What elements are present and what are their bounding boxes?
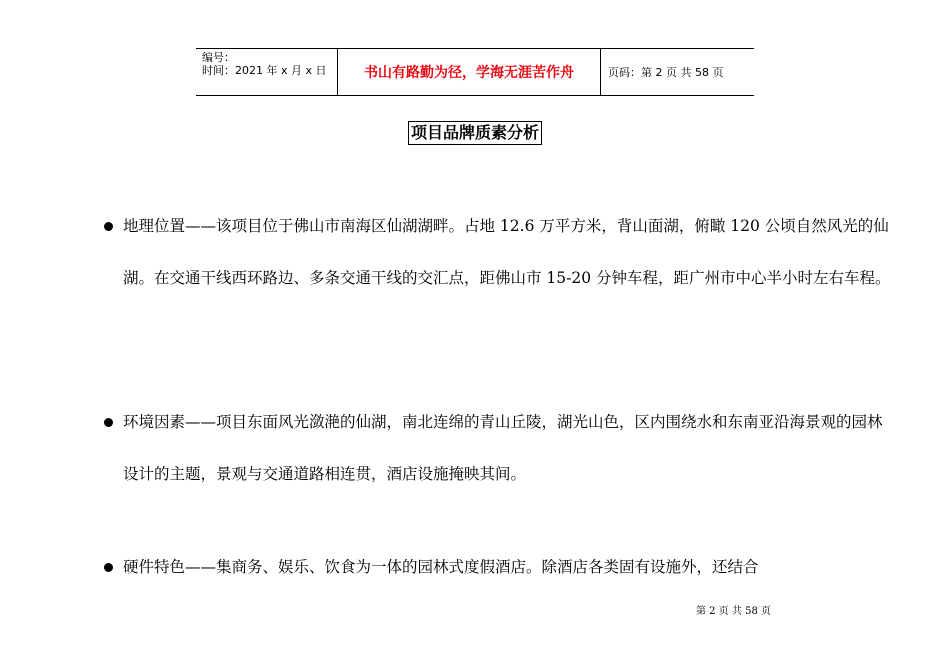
list-item-text: 环境因素——项目东面风光潋滟的仙湖，南北连绵的青山丘陵，湖光山色，区内围绕水和东南亚沿海景观的园林设计的主题，景观与交通道路相连贯，酒店设施掩映其间。: [123, 413, 883, 483]
header-page-info: 页码：第 2 页 共 58 页: [608, 66, 724, 79]
title-container: [0, 121, 950, 145]
document-title: 项目品牌质素分析: [408, 121, 542, 145]
page-header: [196, 48, 754, 96]
bullet-icon: [104, 418, 113, 427]
list-item-hardware: [104, 556, 894, 593]
list-item-text: 硬件特色——集商务、娱乐、饮食为一体的园林式度假酒店。除酒店各类固有设施外，还结合: [123, 558, 759, 576]
bullet-icon: [104, 563, 113, 572]
document-date-label: 时间：2021 年 x 月 x 日: [202, 64, 327, 77]
document-number-label: 编号：: [202, 51, 235, 64]
list-item-text: 地理位置——该项目位于佛山市南海区仙湖湖畔。占地 12.6 万平方米，背山面湖，俯瞰 120 公顷自然风光的仙湖。在交通干线西环路边、多条交通干线的交汇点，距佛山市 15-20 分钟车程，距广州市中心半小时左右车程。: [123, 217, 891, 287]
list-item-location: [104, 215, 894, 304]
header-meta: [196, 49, 338, 95]
page-footer: 第 2 页 共 58 页: [696, 606, 771, 617]
header-motto: 书山有路勤为径，学海无涯苦作舟: [338, 49, 601, 95]
list-item-environment: [104, 411, 894, 500]
bullet-icon: [104, 222, 113, 231]
